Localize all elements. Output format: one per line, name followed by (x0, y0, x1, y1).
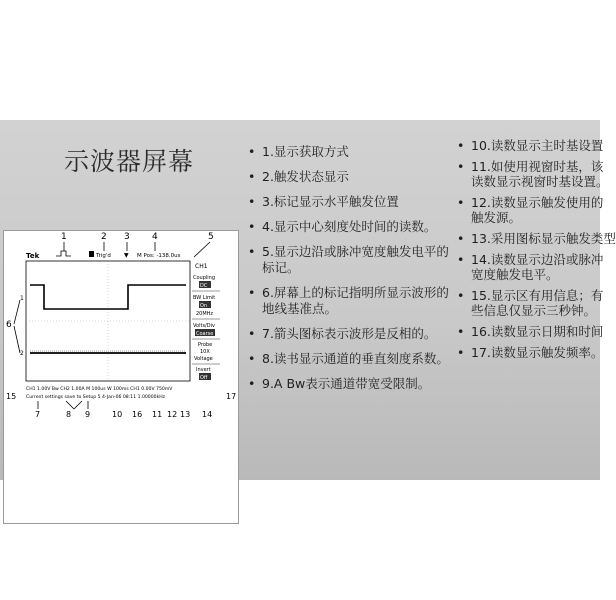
status-message: Current settings save to Setup 5 4-Jan-06 08:11 1.00000kHz (26, 395, 166, 400)
trigger-status-icon (89, 251, 94, 257)
list-item (246, 285, 461, 317)
list-item-text: 15.显示区有用信息；有些信息仅显示三秒钟。 (471, 288, 604, 318)
list-item (455, 195, 615, 225)
status-readout: CH1 1.00V Bw CH2 1.00A M 100us W 100ms CH1 0.00V 750mV (26, 387, 173, 392)
list-item (246, 244, 461, 276)
list-item (246, 376, 461, 392)
bullet: • (457, 195, 465, 210)
callout-13: 13 (180, 410, 191, 419)
list-item-text: 17.读数显示触发频率。 (471, 345, 604, 360)
bullet: • (457, 288, 465, 303)
menu-invert-label: Invert (196, 367, 211, 373)
callout-7: 7 (35, 410, 41, 419)
list-item-text: 2.触发状态显示 (262, 169, 349, 184)
callout-10: 10 (112, 410, 123, 419)
list-item-text: 16.读数显示日期和时间 (471, 324, 604, 339)
list-item (455, 159, 615, 189)
callout-17: 17 (226, 392, 237, 401)
list-item-text: 4.显示中心刻度处时间的读数。 (262, 219, 437, 234)
bullet: • (457, 138, 465, 153)
menu-probe-label: Probe (198, 342, 213, 348)
menu-invert-value[interactable]: Off (200, 375, 208, 381)
trigger-position-marker: ▼ (124, 252, 129, 259)
list-item-text: 6.屏幕上的标记指明所显示波形的地线基准点。 (262, 285, 449, 316)
callout-2: 2 (101, 232, 107, 242)
callout-11: 11 (152, 410, 163, 419)
list-item (455, 324, 615, 339)
bullet: • (457, 159, 465, 174)
bullet: • (248, 285, 256, 300)
bullet: • (457, 231, 465, 246)
menu-volts-div-value[interactable]: Coarse (196, 331, 214, 337)
list-item-text: 3.标记显示水平触发位置 (262, 194, 399, 209)
slide (0, 120, 616, 480)
bullet: • (248, 244, 256, 259)
callout-5: 5 (208, 232, 214, 242)
callout-12: 12 (167, 410, 178, 419)
menu-ch1-title: CH1 (195, 263, 208, 270)
list-item (455, 288, 615, 318)
menu-probe-value[interactable]: 10X (200, 349, 210, 355)
list-item (246, 169, 461, 185)
list-item (455, 231, 615, 246)
list-item (246, 326, 461, 342)
bullet: • (457, 324, 465, 339)
list-item-text: 1.显示获取方式 (262, 144, 349, 159)
bullet: • (248, 219, 256, 234)
list-item-text: 13.采用图标显示触发类型 (471, 231, 616, 246)
ch2-ground-marker: 2 (20, 350, 24, 357)
left-list (246, 144, 461, 401)
menu-volts-div-label: Volts/Div (193, 323, 215, 329)
trigger-status-label: Trig'd (96, 253, 111, 259)
callout-3: 3 (124, 232, 130, 242)
list-item-text: 5.显示边沿或脉冲宽度触发电平的标记。 (262, 244, 449, 275)
bullet: • (248, 144, 256, 159)
list-item (246, 219, 461, 235)
callout-6: 6 (6, 320, 12, 330)
list-item-text: 12.读数显示触发使用的触发源。 (471, 195, 604, 225)
list-item-text: 14.读数显示边沿或脉冲宽度触发电平。 (471, 252, 604, 282)
list-item-text: 8.读书显示通道的垂直刻度系数。 (262, 351, 449, 366)
bullet: • (248, 326, 256, 341)
menu-coupling-label: Coupling (193, 275, 216, 281)
list-item (246, 194, 461, 210)
bullet: • (248, 194, 256, 209)
slide-title: 示波器屏幕 (64, 147, 195, 176)
list-item (455, 345, 615, 360)
callout-8: 8 (66, 410, 72, 419)
ch1-ground-marker: 1 (20, 295, 24, 302)
oscilloscope-screen-figure (3, 230, 239, 524)
callout-15: 15 (6, 392, 17, 401)
callout-14: 14 (202, 410, 213, 419)
menu-bw-limit-value[interactable]: On (200, 303, 208, 309)
list-item-text: 7.箭头图标表示波形是反相的。 (262, 326, 437, 341)
bullet: • (457, 252, 465, 267)
bullet: • (457, 345, 465, 360)
channel-menu (192, 263, 220, 381)
menu-bw-limit-label: BW Limit (193, 295, 216, 301)
m-pos-readout: M Pos: -138.0us (137, 253, 181, 259)
acquisition-mode-icon (56, 251, 71, 256)
list-item-text: 10.读数显示主时基设置 (471, 138, 604, 153)
brand-label: Tek (26, 252, 40, 260)
list-item (455, 252, 615, 282)
list-item-text: 11.如使用视窗时基，该读数显示视窗时基设置。 (471, 159, 609, 189)
list-item (455, 138, 615, 153)
callout-9: 9 (85, 410, 91, 419)
menu-bw-freq: 20MHz (196, 311, 214, 317)
right-list (455, 138, 615, 366)
bullet: • (248, 351, 256, 366)
bullet: • (248, 169, 256, 184)
list-item (246, 144, 461, 160)
menu-coupling-value[interactable]: DC (200, 283, 208, 289)
list-item-text: 9.A Bw表示通道带宽受限制。 (262, 376, 431, 391)
callout-1: 1 (61, 232, 67, 242)
callout-4: 4 (152, 232, 158, 242)
bullet: • (248, 376, 256, 391)
callout-16: 16 (132, 410, 143, 419)
list-item (246, 351, 461, 367)
menu-probe-sub: Voltage (194, 356, 213, 362)
oscilloscope-diagram (4, 231, 238, 523)
